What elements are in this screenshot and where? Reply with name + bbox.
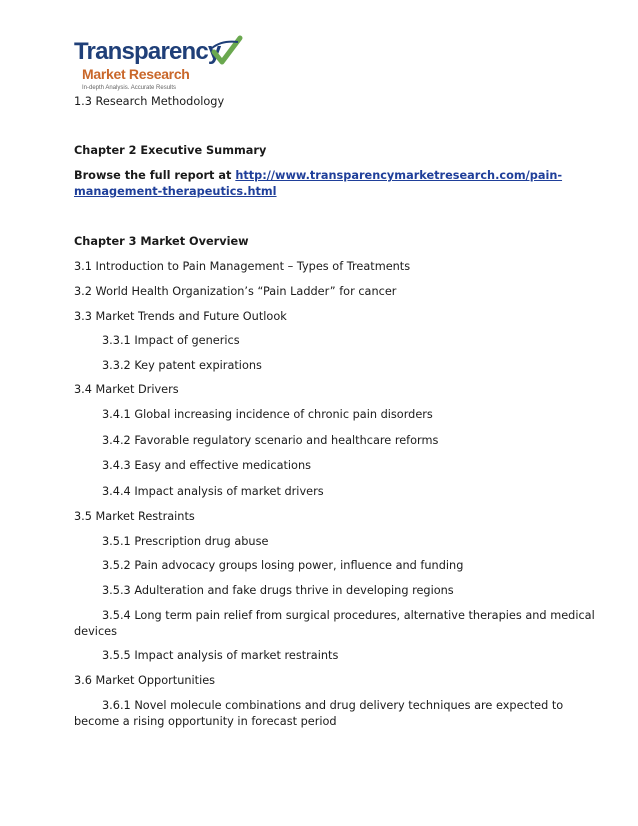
toc-1-3: 1.3 Research Methodology bbox=[74, 95, 225, 108]
browse-line-2 bbox=[74, 184, 277, 200]
toc-3-3: 3.3 Market Trends and Future Outlook bbox=[74, 310, 287, 323]
toc-3-2: 3.2 World Health Organization’s “Pain Ladder” for cancer bbox=[74, 285, 397, 298]
report-link-part1[interactable]: http://www.transparencymarketresearch.com/pain- bbox=[235, 169, 563, 182]
toc-3-4-3: 3.4.3 Easy and effective medications bbox=[102, 459, 312, 472]
logo-subtitle: Market Research bbox=[82, 66, 190, 82]
toc-3-5-3: 3.5.3 Adulteration and fake drugs thrive in developing regions bbox=[102, 584, 454, 597]
checkmark-icon bbox=[208, 34, 244, 70]
toc-3-4-2: 3.4.2 Favorable regulatory scenario and healthcare reforms bbox=[102, 434, 439, 447]
chapter-3-heading: Chapter 3 Market Overview bbox=[74, 235, 249, 248]
toc-3-4-1: 3.4.1 Global increasing incidence of chronic pain disorders bbox=[102, 408, 433, 421]
toc-3-5-2: 3.5.2 Pain advocacy groups losing power, influence and funding bbox=[102, 559, 464, 572]
toc-3-4: 3.4 Market Drivers bbox=[74, 383, 179, 396]
toc-3-3-1: 3.3.1 Impact of generics bbox=[102, 334, 240, 347]
toc-3-6-1: 3.6.1 Novel molecule combinations and drug delivery techniques are expected to bbox=[102, 699, 564, 712]
chapter-2-heading: Chapter 2 Executive Summary bbox=[74, 144, 267, 157]
toc-3-4-4: 3.4.4 Impact analysis of market drivers bbox=[102, 485, 324, 498]
toc-3-5-4: 3.5.4 Long term pain relief from surgical procedures, alternative therapies and medical bbox=[102, 609, 595, 622]
browse-prefix: Browse the full report at bbox=[74, 169, 236, 182]
toc-3-6-1-cont: become a rising opportunity in forecast period bbox=[74, 715, 337, 728]
report-link-part2[interactable]: management-therapeutics.html bbox=[74, 185, 277, 198]
toc-3-6: 3.6 Market Opportunities bbox=[74, 674, 216, 687]
company-logo bbox=[74, 36, 244, 98]
toc-3-5-1: 3.5.1 Prescription drug abuse bbox=[102, 535, 269, 548]
toc-3-5-4-cont: devices bbox=[74, 625, 117, 638]
logo-tagline: In-depth Analysis. Accurate Results bbox=[82, 85, 177, 91]
toc-3-1: 3.1 Introduction to Pain Management – Types of Treatments bbox=[74, 260, 411, 273]
toc-3-5-5: 3.5.5 Impact analysis of market restraints bbox=[102, 649, 339, 662]
toc-3-3-2: 3.3.2 Key patent expirations bbox=[102, 359, 262, 372]
browse-line bbox=[74, 168, 562, 184]
logo-brand-text: Transparency bbox=[74, 38, 221, 65]
toc-3-5: 3.5 Market Restraints bbox=[74, 510, 195, 523]
